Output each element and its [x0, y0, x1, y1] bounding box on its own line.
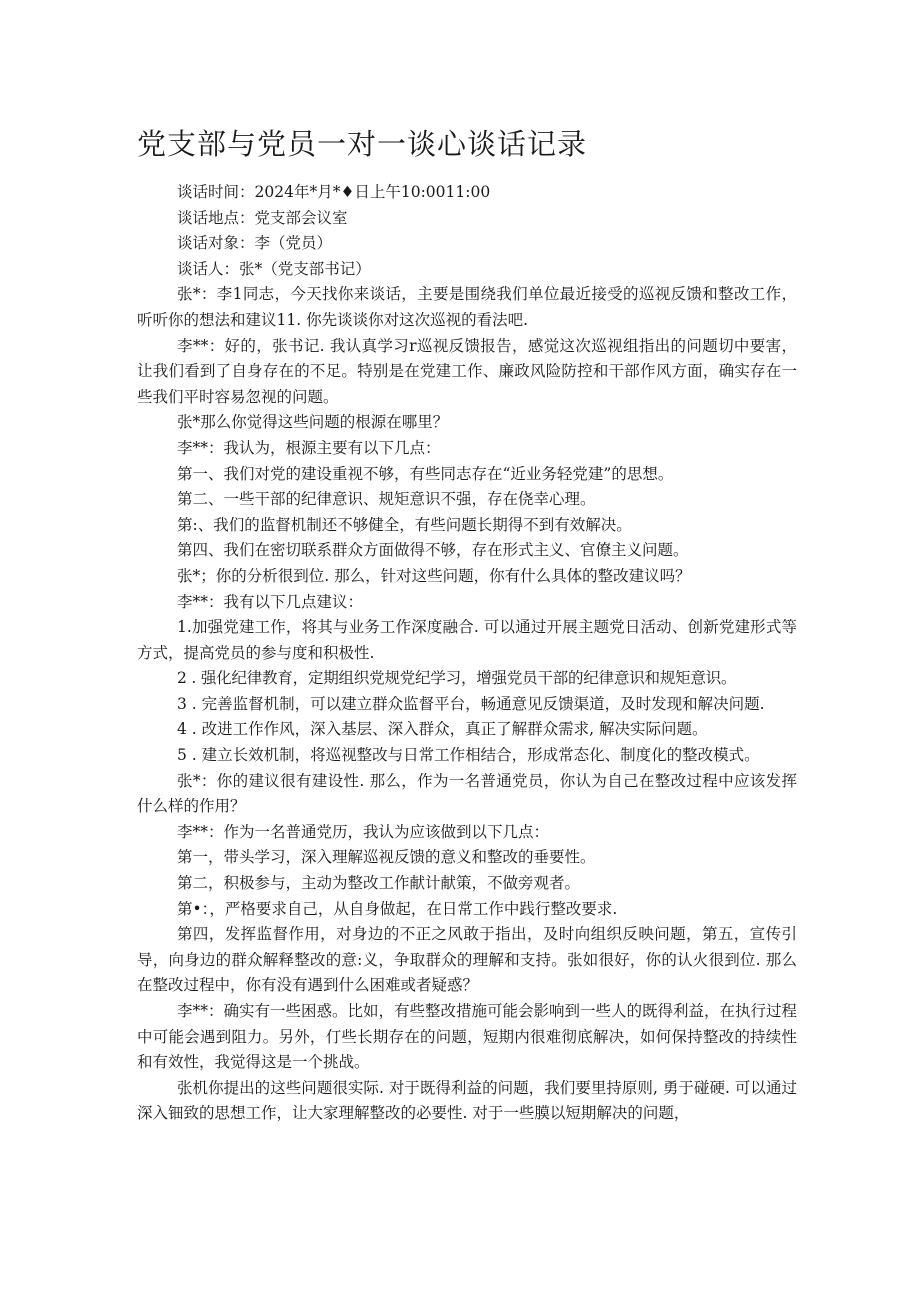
- paragraph: 李**：我认为，根源主要有以下几点：: [177, 438, 441, 457]
- meta-subject: 谈话对象：李（党员）: [177, 234, 333, 253]
- paragraph: 第二、一些干部的纪律意识、规矩意识不强，存在侥幸心理。: [177, 490, 596, 509]
- document-body: [137, 180, 797, 1127]
- paragraph: 张*：你的建议很有建设性. 那么，作为一名普通党员，你认为自己在整改过程中应该发挥什么样的作用？: [137, 771, 797, 816]
- list-item: 2 . 强化纪律教育，定期组织党规党纪学习，增强党员干部的纪律意识和规矩意识。: [177, 669, 737, 688]
- paragraph: 李**：好的，张书记. 我认真学习r巡视反馈报告，感觉这次巡视组指出的问题切中要害，让我们看到了自身存在的不足。特别是在党建工作、廉政风险防控和干部作风方面，确实存在一些我们平时容易忽视的问题。: [137, 336, 797, 406]
- list-item: 1.加强党建工作，将其与业务工作深度融合. 可以通过开展主题党日活动、创新党建形式等方式，提高党员的参与度和积极性.: [137, 618, 797, 662]
- paragraph: 李**：我有以下几点建议：: [177, 592, 364, 611]
- list-item: 4 . 改进工作作风，深入基层、深入群众，真正了解群众需求, 解决实际问题。: [177, 720, 708, 739]
- paragraph: 第•：，严格要求自己，从自身做起，在日常工作中践行整改要求.: [177, 899, 618, 918]
- paragraph: 李**：确实有一些困惑。比如，有些整改措施可能会影响到一些人的既得利益，在执行过程中可能会遇到阻力。另外，仃些长期存在的问题，短期内很难彻底解决，如何保持整改的持续性和有效性，我觉得这是一个挑战。: [137, 1002, 798, 1072]
- paragraph: 第:、我们的监督机制还不够健全，有些问题长期得不到有效解决。: [177, 515, 632, 534]
- meta-time: 谈话时间：2024年*月*♦日上午10:0011:00: [177, 183, 491, 201]
- paragraph: 张机你提出的这些问题很实际. 对于既得利益的问题，我们要里持原则, 勇于碰硬. 可以通过深入钿致的思想工作，让大家理解整改的必要性. 对于一些膜以短期解决的问题，: [137, 1078, 797, 1123]
- meta-interviewer: 谈话人：张*（党支部书记）: [177, 259, 371, 278]
- paragraph: 第二，积极参与，主动为整改工作献计献策，不做旁观者。: [177, 874, 581, 893]
- paragraph: 第四、我们在密切联系群众方面做得不够，存在形式主义、官僚主义问题。: [177, 541, 689, 560]
- paragraph: 李**：作为一名普通党历，我认为应该做到以下几点：: [177, 822, 550, 841]
- paragraph: 张*那么你觉得这些问题的根源在哪里？: [177, 413, 449, 432]
- list-item: 3 . 完善监督机制，可以建立群众监督平台，畅通意见反馈渠道，及时发现和解决问题.: [177, 694, 765, 713]
- paragraph: 第四，发挥监督作用，对身边的不正之风敢于指出，及时向组织反映问题，第五，宣传引导，向身边的群众解释整改的意:义，争取群众的理解和支持。张如很好，你的认火很到位. 那么在整改过程中，你有没有遇到什么困难或者疑惑？: [137, 925, 797, 995]
- paragraph: 张*；你的分析很到位. 那么，针对这些问题，你有什么具体的整改建议吗？: [177, 566, 691, 585]
- paragraph: 张*：李1同志，今天找你来谈话，主要是围绕我们单位最近接受的巡视反馈和整改工作，听听你的想法和建议11. 你先谈谈你对这次巡视的看法吧.: [137, 285, 797, 329]
- meta-location: 谈话地点：党支部会议室: [177, 208, 348, 227]
- paragraph: 第一、我们对党的建设重视不够，有些同志存在“近业务轻党建”的思想。: [177, 464, 674, 483]
- page-title: 党支部与党员一对一谈心谈话记录: [137, 127, 588, 161]
- list-item: 5 . 建立长效机制，将巡视整改与日常工作相结合，形成常态化、制度化的整改模式。: [177, 746, 760, 765]
- paragraph: 第一，带头学习，深入理解巡视反馈的意义和整改的垂要性。: [177, 848, 596, 867]
